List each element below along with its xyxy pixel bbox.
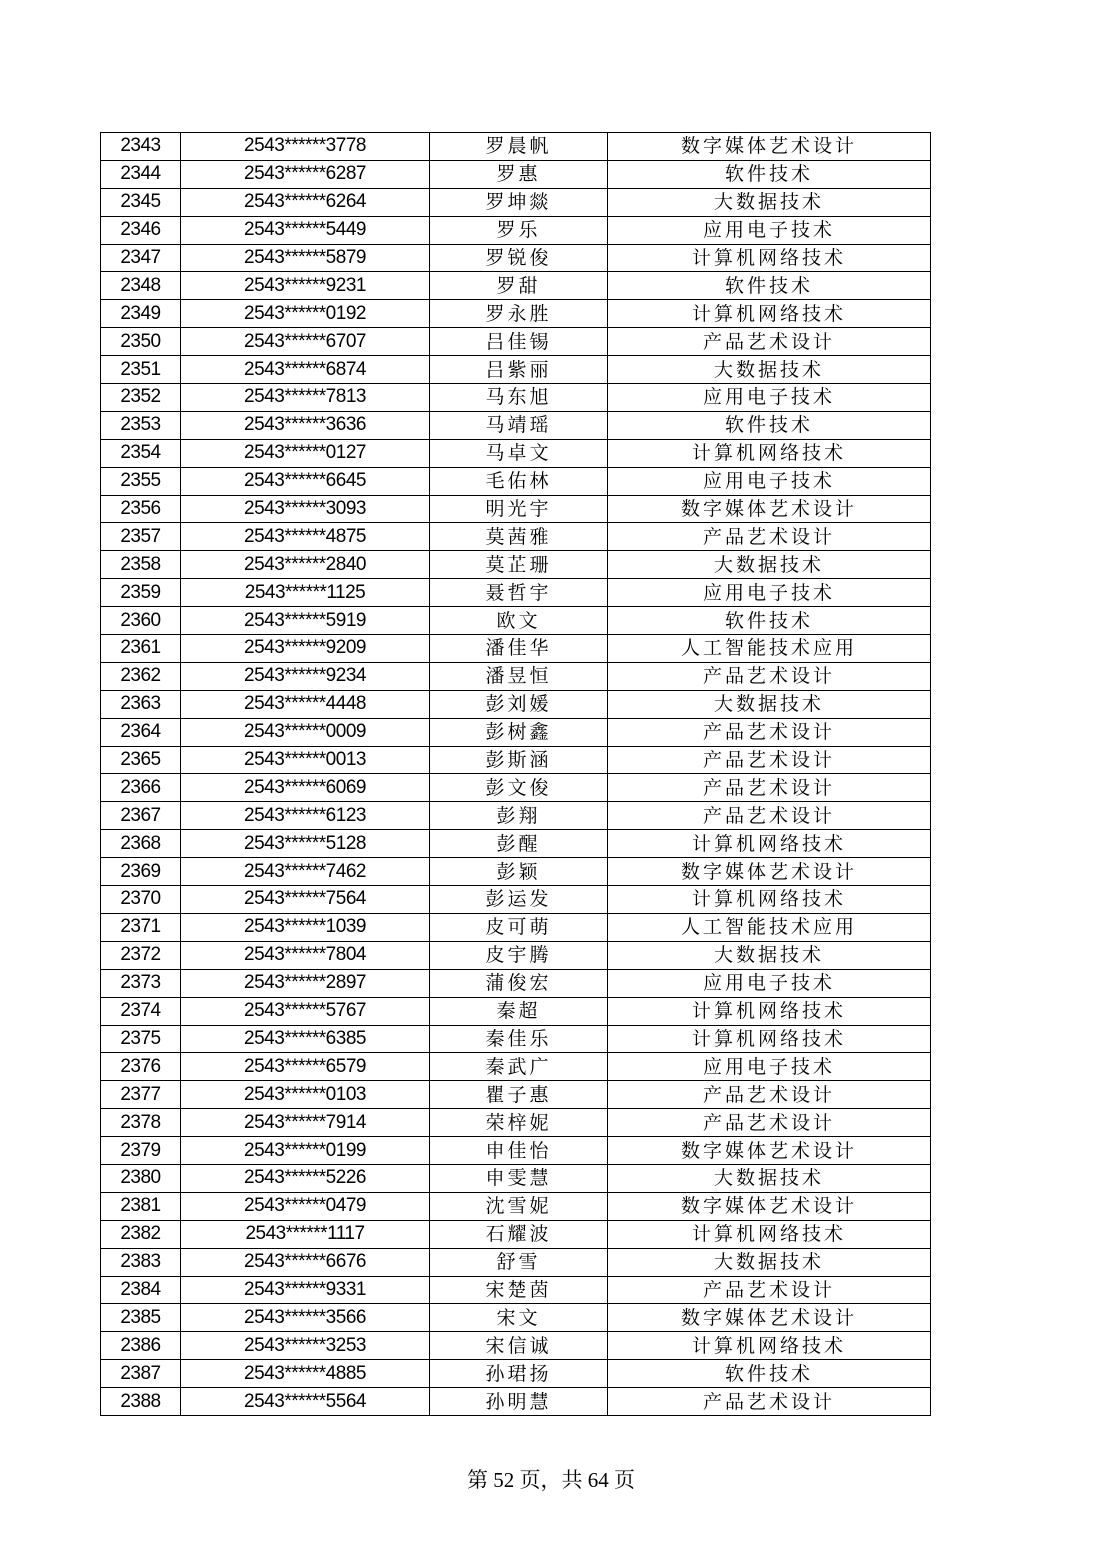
major-cell: 计算机网络技术 — [608, 1332, 931, 1360]
table-row — [101, 746, 931, 774]
table-row — [101, 718, 931, 746]
student-name-cell: 舒雪 — [430, 1248, 608, 1276]
major-cell: 计算机网络技术 — [608, 439, 931, 467]
row-number-cell: 2345 — [101, 188, 181, 216]
row-number-cell: 2380 — [101, 1164, 181, 1192]
row-number-cell: 2355 — [101, 467, 181, 495]
row-number-cell: 2383 — [101, 1248, 181, 1276]
major-cell: 应用电子技术 — [608, 216, 931, 244]
table-row — [101, 802, 931, 830]
student-id-cell: 2543******9331 — [181, 1276, 430, 1304]
table-row — [101, 997, 931, 1025]
student-name-cell: 孙明慧 — [430, 1388, 608, 1416]
table-row — [101, 300, 931, 328]
table-row — [101, 1164, 931, 1192]
row-number-cell: 2350 — [101, 328, 181, 356]
student-name-cell: 孙珺扬 — [430, 1360, 608, 1388]
student-id-cell: 2543******6579 — [181, 1053, 430, 1081]
table-row — [101, 1220, 931, 1248]
student-name-cell: 宋文 — [430, 1304, 608, 1332]
table-row — [101, 160, 931, 188]
row-number-cell: 2371 — [101, 913, 181, 941]
student-name-cell: 沈雪妮 — [430, 1192, 608, 1220]
table-row — [101, 858, 931, 886]
table-row — [101, 188, 931, 216]
student-name-cell: 秦佳乐 — [430, 1025, 608, 1053]
table-row — [101, 1109, 931, 1137]
major-cell: 产品艺术设计 — [608, 774, 931, 802]
student-name-cell: 瞿子惠 — [430, 1081, 608, 1109]
student-name-cell: 罗甜 — [430, 272, 608, 300]
major-cell: 计算机网络技术 — [608, 1025, 931, 1053]
table-row — [101, 913, 931, 941]
table-row — [101, 384, 931, 412]
major-cell: 应用电子技术 — [608, 1053, 931, 1081]
row-number-cell: 2377 — [101, 1081, 181, 1109]
row-number-cell: 2361 — [101, 635, 181, 663]
major-cell: 产品艺术设计 — [608, 802, 931, 830]
student-id-cell: 2543******5879 — [181, 244, 430, 272]
student-name-cell: 潘昱恒 — [430, 662, 608, 690]
student-roster-table — [100, 132, 931, 1416]
table-row — [101, 356, 931, 384]
row-number-cell: 2356 — [101, 495, 181, 523]
major-cell: 数字媒体艺术设计 — [608, 495, 931, 523]
table-row — [101, 635, 931, 663]
student-name-cell: 荣梓妮 — [430, 1109, 608, 1137]
student-name-cell: 皮可萌 — [430, 913, 608, 941]
student-id-cell: 2543******2897 — [181, 969, 430, 997]
row-number-cell: 2381 — [101, 1192, 181, 1220]
major-cell: 数字媒体艺术设计 — [608, 1304, 931, 1332]
table-row — [101, 886, 931, 914]
student-name-cell: 马卓文 — [430, 439, 608, 467]
row-number-cell: 2387 — [101, 1360, 181, 1388]
student-id-cell: 2543******5226 — [181, 1164, 430, 1192]
table-row — [101, 830, 931, 858]
student-name-cell: 彭醒 — [430, 830, 608, 858]
student-name-cell: 罗坤燚 — [430, 188, 608, 216]
table-row — [101, 328, 931, 356]
major-cell: 大数据技术 — [608, 1248, 931, 1276]
student-id-cell: 2543******2840 — [181, 551, 430, 579]
major-cell: 数字媒体艺术设计 — [608, 1137, 931, 1165]
row-number-cell: 2360 — [101, 607, 181, 635]
student-id-cell: 2543******0192 — [181, 300, 430, 328]
student-id-cell: 2543******1039 — [181, 913, 430, 941]
student-name-cell: 彭树鑫 — [430, 718, 608, 746]
major-cell: 产品艺术设计 — [608, 746, 931, 774]
student-name-cell: 彭文俊 — [430, 774, 608, 802]
student-name-cell: 申佳怡 — [430, 1137, 608, 1165]
row-number-cell: 2353 — [101, 411, 181, 439]
major-cell: 大数据技术 — [608, 1164, 931, 1192]
row-number-cell: 2344 — [101, 160, 181, 188]
row-number-cell: 2382 — [101, 1220, 181, 1248]
student-id-cell: 2543******0013 — [181, 746, 430, 774]
student-name-cell: 罗锐俊 — [430, 244, 608, 272]
table-row — [101, 1332, 931, 1360]
table-row — [101, 1276, 931, 1304]
major-cell: 应用电子技术 — [608, 969, 931, 997]
table-row — [101, 523, 931, 551]
major-cell: 大数据技术 — [608, 690, 931, 718]
student-name-cell: 宋楚茵 — [430, 1276, 608, 1304]
student-id-cell: 2543******5564 — [181, 1388, 430, 1416]
table-row — [101, 1137, 931, 1165]
major-cell: 应用电子技术 — [608, 579, 931, 607]
student-id-cell: 2543******9231 — [181, 272, 430, 300]
student-id-cell: 2543******6123 — [181, 802, 430, 830]
table-row — [101, 1081, 931, 1109]
table-row — [101, 439, 931, 467]
major-cell: 大数据技术 — [608, 551, 931, 579]
major-cell: 大数据技术 — [608, 188, 931, 216]
student-name-cell: 潘佳华 — [430, 635, 608, 663]
student-id-cell: 2543******9209 — [181, 635, 430, 663]
table-row — [101, 244, 931, 272]
major-cell: 应用电子技术 — [608, 467, 931, 495]
major-cell: 产品艺术设计 — [608, 523, 931, 551]
student-id-cell: 2543******3253 — [181, 1332, 430, 1360]
major-cell: 产品艺术设计 — [608, 1109, 931, 1137]
table-row — [101, 662, 931, 690]
student-id-cell: 2543******3093 — [181, 495, 430, 523]
major-cell: 产品艺术设计 — [608, 1388, 931, 1416]
row-number-cell: 2348 — [101, 272, 181, 300]
table-row — [101, 1248, 931, 1276]
row-number-cell: 2367 — [101, 802, 181, 830]
row-number-cell: 2346 — [101, 216, 181, 244]
major-cell: 计算机网络技术 — [608, 300, 931, 328]
row-number-cell: 2349 — [101, 300, 181, 328]
row-number-cell: 2368 — [101, 830, 181, 858]
student-id-cell: 2543******3778 — [181, 133, 430, 161]
major-cell: 产品艺术设计 — [608, 718, 931, 746]
major-cell: 产品艺术设计 — [608, 1276, 931, 1304]
student-id-cell: 2543******6645 — [181, 467, 430, 495]
table-row — [101, 969, 931, 997]
row-number-cell: 2358 — [101, 551, 181, 579]
row-number-cell: 2375 — [101, 1025, 181, 1053]
table-row — [101, 607, 931, 635]
table-row — [101, 216, 931, 244]
student-name-cell: 申雯慧 — [430, 1164, 608, 1192]
row-number-cell: 2388 — [101, 1388, 181, 1416]
student-id-cell: 2543******6264 — [181, 188, 430, 216]
major-cell: 计算机网络技术 — [608, 997, 931, 1025]
student-name-cell: 彭翔 — [430, 802, 608, 830]
table-row — [101, 1388, 931, 1416]
major-cell: 计算机网络技术 — [608, 244, 931, 272]
major-cell: 软件技术 — [608, 1360, 931, 1388]
major-cell: 软件技术 — [608, 160, 931, 188]
student-id-cell: 2543******6874 — [181, 356, 430, 384]
major-cell: 产品艺术设计 — [608, 1081, 931, 1109]
major-cell: 人工智能技术应用 — [608, 635, 931, 663]
table-row — [101, 1053, 931, 1081]
row-number-cell: 2384 — [101, 1276, 181, 1304]
row-number-cell: 2385 — [101, 1304, 181, 1332]
student-id-cell: 2543******5767 — [181, 997, 430, 1025]
row-number-cell: 2365 — [101, 746, 181, 774]
table-row — [101, 579, 931, 607]
student-name-cell: 莫芷珊 — [430, 551, 608, 579]
student-name-cell: 彭运发 — [430, 886, 608, 914]
student-name-cell: 彭颖 — [430, 858, 608, 886]
student-id-cell: 2543******1117 — [181, 1220, 430, 1248]
major-cell: 产品艺术设计 — [608, 662, 931, 690]
student-id-cell: 2543******5919 — [181, 607, 430, 635]
student-id-cell: 2543******0199 — [181, 1137, 430, 1165]
student-name-cell: 吕紫丽 — [430, 356, 608, 384]
student-name-cell: 宋信诚 — [430, 1332, 608, 1360]
row-number-cell: 2374 — [101, 997, 181, 1025]
row-number-cell: 2343 — [101, 133, 181, 161]
major-cell: 软件技术 — [608, 607, 931, 635]
major-cell: 大数据技术 — [608, 941, 931, 969]
row-number-cell: 2386 — [101, 1332, 181, 1360]
student-name-cell: 秦超 — [430, 997, 608, 1025]
student-id-cell: 2543******0127 — [181, 439, 430, 467]
student-id-cell: 2543******7462 — [181, 858, 430, 886]
major-cell: 大数据技术 — [608, 356, 931, 384]
table-row — [101, 690, 931, 718]
row-number-cell: 2370 — [101, 886, 181, 914]
major-cell: 软件技术 — [608, 411, 931, 439]
table-row — [101, 495, 931, 523]
student-id-cell: 2543******7813 — [181, 384, 430, 412]
student-name-cell: 罗晨帆 — [430, 133, 608, 161]
row-number-cell: 2354 — [101, 439, 181, 467]
student-id-cell: 2543******4885 — [181, 1360, 430, 1388]
student-name-cell: 罗乐 — [430, 216, 608, 244]
student-id-cell: 2543******4875 — [181, 523, 430, 551]
major-cell: 应用电子技术 — [608, 384, 931, 412]
row-number-cell: 2376 — [101, 1053, 181, 1081]
student-name-cell: 彭斯涵 — [430, 746, 608, 774]
student-id-cell: 2543******0103 — [181, 1081, 430, 1109]
student-id-cell: 2543******6069 — [181, 774, 430, 802]
table-row — [101, 1192, 931, 1220]
student-name-cell: 石耀波 — [430, 1220, 608, 1248]
major-cell: 计算机网络技术 — [608, 886, 931, 914]
table-row — [101, 1360, 931, 1388]
table-row — [101, 1025, 931, 1053]
student-id-cell: 2543******7914 — [181, 1109, 430, 1137]
table-row — [101, 133, 931, 161]
major-cell: 产品艺术设计 — [608, 328, 931, 356]
student-id-cell: 2543******6676 — [181, 1248, 430, 1276]
table-row — [101, 774, 931, 802]
student-name-cell: 马东旭 — [430, 384, 608, 412]
row-number-cell: 2357 — [101, 523, 181, 551]
student-name-cell: 蒲俊宏 — [430, 969, 608, 997]
row-number-cell: 2366 — [101, 774, 181, 802]
student-id-cell: 2543******4448 — [181, 690, 430, 718]
student-id-cell: 2543******0479 — [181, 1192, 430, 1220]
row-number-cell: 2347 — [101, 244, 181, 272]
row-number-cell: 2359 — [101, 579, 181, 607]
table-row — [101, 941, 931, 969]
student-id-cell: 2543******5128 — [181, 830, 430, 858]
student-name-cell: 莫茜雅 — [430, 523, 608, 551]
table-row — [101, 467, 931, 495]
row-number-cell: 2352 — [101, 384, 181, 412]
student-name-cell: 欧文 — [430, 607, 608, 635]
table-row — [101, 411, 931, 439]
student-id-cell: 2543******9234 — [181, 662, 430, 690]
student-name-cell: 聂哲宇 — [430, 579, 608, 607]
student-id-cell: 2543******3566 — [181, 1304, 430, 1332]
student-id-cell: 2543******7804 — [181, 941, 430, 969]
roster-body — [101, 133, 931, 1416]
row-number-cell: 2373 — [101, 969, 181, 997]
table-row — [101, 1304, 931, 1332]
major-cell: 数字媒体艺术设计 — [608, 133, 931, 161]
student-name-cell: 彭刘媛 — [430, 690, 608, 718]
row-number-cell: 2379 — [101, 1137, 181, 1165]
page-footer: 第 52 页，共 64 页 — [467, 1468, 635, 1492]
major-cell: 软件技术 — [608, 272, 931, 300]
major-cell: 数字媒体艺术设计 — [608, 858, 931, 886]
major-cell: 数字媒体艺术设计 — [608, 1192, 931, 1220]
row-number-cell: 2351 — [101, 356, 181, 384]
student-name-cell: 毛佑林 — [430, 467, 608, 495]
student-id-cell: 2543******6707 — [181, 328, 430, 356]
student-id-cell: 2543******6385 — [181, 1025, 430, 1053]
major-cell: 人工智能技术应用 — [608, 913, 931, 941]
major-cell: 计算机网络技术 — [608, 830, 931, 858]
student-name-cell: 明光宇 — [430, 495, 608, 523]
student-name-cell: 吕佳锡 — [430, 328, 608, 356]
student-id-cell: 2543******7564 — [181, 886, 430, 914]
student-name-cell: 罗惠 — [430, 160, 608, 188]
row-number-cell: 2372 — [101, 941, 181, 969]
student-name-cell: 秦武广 — [430, 1053, 608, 1081]
table-row — [101, 551, 931, 579]
student-name-cell: 皮宇腾 — [430, 941, 608, 969]
student-name-cell: 马靖瑶 — [430, 411, 608, 439]
row-number-cell: 2363 — [101, 690, 181, 718]
row-number-cell: 2369 — [101, 858, 181, 886]
student-id-cell: 2543******5449 — [181, 216, 430, 244]
major-cell: 计算机网络技术 — [608, 1220, 931, 1248]
row-number-cell: 2378 — [101, 1109, 181, 1137]
student-id-cell: 2543******6287 — [181, 160, 430, 188]
row-number-cell: 2362 — [101, 662, 181, 690]
table-row — [101, 272, 931, 300]
student-id-cell: 2543******0009 — [181, 718, 430, 746]
student-name-cell: 罗永胜 — [430, 300, 608, 328]
row-number-cell: 2364 — [101, 718, 181, 746]
student-id-cell: 2543******3636 — [181, 411, 430, 439]
student-id-cell: 2543******1125 — [181, 579, 430, 607]
